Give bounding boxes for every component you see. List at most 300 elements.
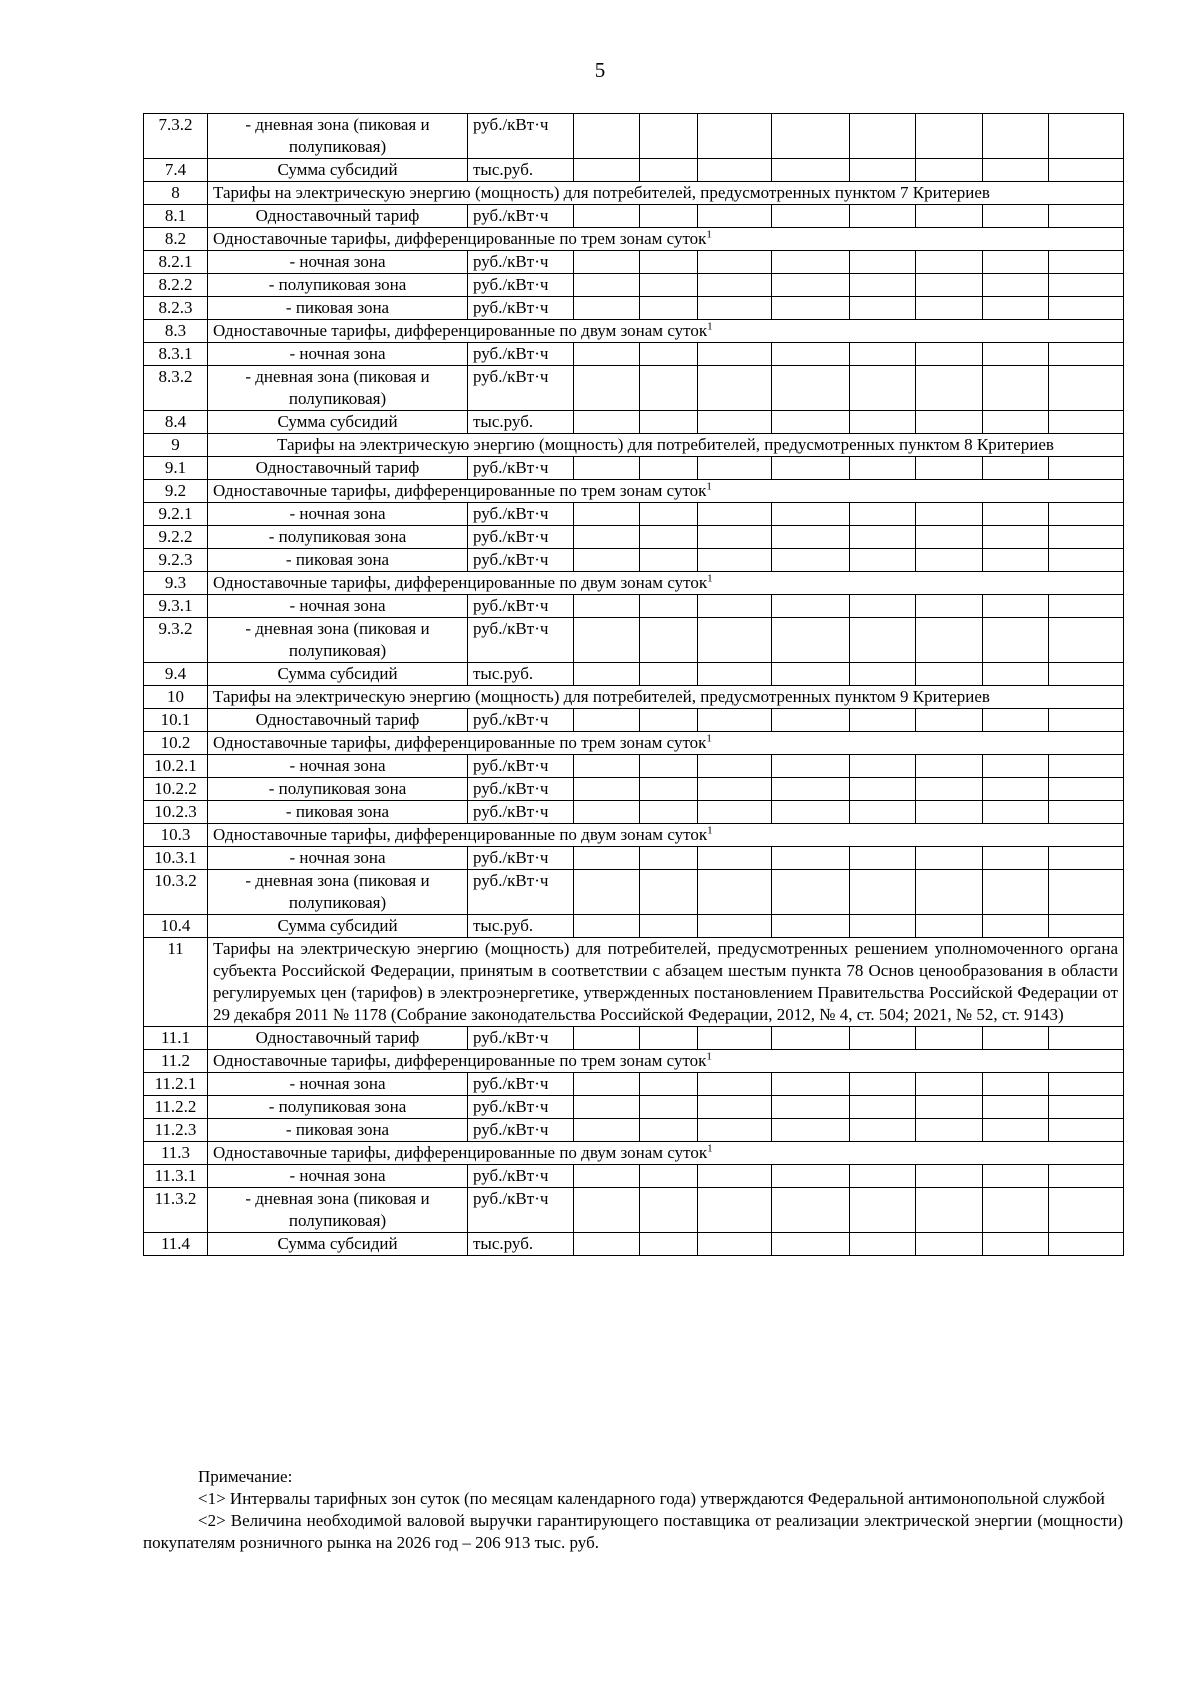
value-cell bbox=[916, 709, 983, 732]
value-cell bbox=[574, 1027, 640, 1050]
value-cell bbox=[983, 1119, 1049, 1142]
value-cell bbox=[983, 366, 1049, 411]
value-cell bbox=[574, 457, 640, 480]
footnote-marker: 1 bbox=[707, 572, 713, 585]
value-cell bbox=[916, 366, 983, 411]
value-cell bbox=[772, 549, 850, 572]
table-row bbox=[144, 1165, 1124, 1188]
row-number: 11.3.1 bbox=[144, 1165, 208, 1188]
value-cell bbox=[772, 343, 850, 366]
section-heading-text: Одноставочные тарифы, дифференцированные по двум зонам суток bbox=[213, 573, 708, 592]
value-cell bbox=[640, 251, 698, 274]
value-cell bbox=[1049, 457, 1124, 480]
row-name: Одноставочный тариф bbox=[208, 1027, 468, 1050]
value-cell bbox=[983, 1096, 1049, 1119]
value-cell bbox=[1049, 1073, 1124, 1096]
table-row bbox=[144, 457, 1124, 480]
row-unit: руб./кВт·ч bbox=[468, 343, 574, 366]
table-row bbox=[144, 618, 1124, 663]
value-cell bbox=[772, 205, 850, 228]
row-name: - пиковая зона bbox=[208, 801, 468, 824]
value-cell bbox=[850, 915, 916, 938]
note-2: <2> Величина необходимой валовой выручки гарантирующего поставщика от реализации электрической энергии (мощности) покупателям розничного рынка на 2026 год – 206 913 тыс. руб. bbox=[143, 1511, 1123, 1552]
row-unit: руб./кВт·ч bbox=[468, 366, 574, 411]
value-cell bbox=[983, 915, 1049, 938]
value-cell bbox=[640, 663, 698, 686]
row-number: 7.3.2 bbox=[144, 114, 208, 159]
value-cell bbox=[698, 801, 772, 824]
value-cell bbox=[850, 1188, 916, 1233]
row-number: 9.2.3 bbox=[144, 549, 208, 572]
value-cell bbox=[772, 618, 850, 663]
row-name: - ночная зона bbox=[208, 1073, 468, 1096]
value-cell bbox=[850, 411, 916, 434]
table-row bbox=[144, 572, 1124, 595]
value-cell bbox=[574, 663, 640, 686]
value-cell bbox=[698, 755, 772, 778]
row-unit: руб./кВт·ч bbox=[468, 526, 574, 549]
value-cell bbox=[1049, 366, 1124, 411]
value-cell bbox=[574, 755, 640, 778]
row-name: - пиковая зона bbox=[208, 549, 468, 572]
row-number: 7.4 bbox=[144, 159, 208, 182]
value-cell bbox=[640, 274, 698, 297]
section-heading-text: Одноставочные тарифы, дифференцированные по двум зонам суток bbox=[213, 825, 708, 844]
value-cell bbox=[850, 1027, 916, 1050]
value-cell bbox=[1049, 1188, 1124, 1233]
value-cell bbox=[850, 366, 916, 411]
value-cell bbox=[640, 915, 698, 938]
value-cell bbox=[850, 801, 916, 824]
section-heading-text: Тарифы на электрическую энергию (мощность) для потребителей, предусмотренных пунктом 7 Критериев bbox=[213, 183, 990, 202]
value-cell bbox=[640, 709, 698, 732]
table-row bbox=[144, 480, 1124, 503]
value-cell bbox=[1049, 778, 1124, 801]
row-unit: руб./кВт·ч bbox=[468, 778, 574, 801]
row-number: 8 bbox=[144, 182, 208, 205]
table-row bbox=[144, 686, 1124, 709]
value-cell bbox=[983, 411, 1049, 434]
value-cell bbox=[983, 1188, 1049, 1233]
value-cell bbox=[916, 915, 983, 938]
row-number: 8.3.2 bbox=[144, 366, 208, 411]
table-row bbox=[144, 274, 1124, 297]
row-name: Сумма субсидий bbox=[208, 663, 468, 686]
value-cell bbox=[983, 595, 1049, 618]
row-name: Сумма субсидий bbox=[208, 1233, 468, 1256]
value-cell bbox=[1049, 1233, 1124, 1256]
row-name: Одноставочный тариф bbox=[208, 205, 468, 228]
value-cell bbox=[574, 709, 640, 732]
value-cell bbox=[850, 526, 916, 549]
value-cell bbox=[983, 549, 1049, 572]
table-row bbox=[144, 778, 1124, 801]
value-cell bbox=[772, 1188, 850, 1233]
row-name: - ночная зона bbox=[208, 343, 468, 366]
value-cell bbox=[983, 114, 1049, 159]
value-cell bbox=[698, 297, 772, 320]
value-cell bbox=[772, 457, 850, 480]
value-cell bbox=[983, 778, 1049, 801]
row-unit: тыс.руб. bbox=[468, 915, 574, 938]
row-number: 9.2.2 bbox=[144, 526, 208, 549]
value-cell bbox=[698, 1165, 772, 1188]
value-cell bbox=[574, 549, 640, 572]
section-heading-text: Одноставочные тарифы, дифференцированные по трем зонам суток bbox=[213, 481, 707, 500]
value-cell bbox=[850, 297, 916, 320]
value-cell bbox=[850, 618, 916, 663]
row-name: - полупиковая зона bbox=[208, 778, 468, 801]
footnote-marker: 1 bbox=[706, 480, 712, 493]
section-heading bbox=[208, 938, 1124, 1027]
value-cell bbox=[850, 870, 916, 915]
value-cell bbox=[640, 457, 698, 480]
table-row bbox=[144, 526, 1124, 549]
row-unit: руб./кВт·ч bbox=[468, 114, 574, 159]
value-cell bbox=[772, 274, 850, 297]
value-cell bbox=[772, 801, 850, 824]
value-cell bbox=[640, 205, 698, 228]
value-cell bbox=[640, 595, 698, 618]
value-cell bbox=[574, 1165, 640, 1188]
row-unit: руб./кВт·ч bbox=[468, 1096, 574, 1119]
value-cell bbox=[983, 755, 1049, 778]
value-cell bbox=[1049, 1027, 1124, 1050]
value-cell bbox=[698, 778, 772, 801]
value-cell bbox=[916, 1165, 983, 1188]
row-unit: руб./кВт·ч bbox=[468, 549, 574, 572]
table-row bbox=[144, 709, 1124, 732]
row-name: - дневная зона (пиковая и полупиковая) bbox=[208, 114, 468, 159]
value-cell bbox=[850, 457, 916, 480]
value-cell bbox=[772, 159, 850, 182]
value-cell bbox=[772, 411, 850, 434]
row-unit: тыс.руб. bbox=[468, 159, 574, 182]
value-cell bbox=[1049, 1096, 1124, 1119]
value-cell bbox=[698, 457, 772, 480]
value-cell bbox=[640, 366, 698, 411]
table-row bbox=[144, 366, 1124, 411]
row-unit: руб./кВт·ч bbox=[468, 755, 574, 778]
value-cell bbox=[772, 663, 850, 686]
row-unit: тыс.руб. bbox=[468, 1233, 574, 1256]
row-name: - дневная зона (пиковая и полупиковая) bbox=[208, 366, 468, 411]
section-heading bbox=[208, 480, 1124, 503]
value-cell bbox=[916, 1073, 983, 1096]
value-cell bbox=[983, 159, 1049, 182]
section-heading-text: Одноставочные тарифы, дифференцированные по трем зонам суток bbox=[213, 733, 707, 752]
value-cell bbox=[1049, 755, 1124, 778]
row-number: 9.3.2 bbox=[144, 618, 208, 663]
row-name: - полупиковая зона bbox=[208, 1096, 468, 1119]
value-cell bbox=[983, 1073, 1049, 1096]
value-cell bbox=[983, 251, 1049, 274]
value-cell bbox=[850, 549, 916, 572]
value-cell bbox=[772, 870, 850, 915]
row-number: 10.1 bbox=[144, 709, 208, 732]
value-cell bbox=[916, 411, 983, 434]
value-cell bbox=[772, 709, 850, 732]
row-unit: руб./кВт·ч bbox=[468, 870, 574, 915]
value-cell bbox=[1049, 618, 1124, 663]
value-cell bbox=[916, 297, 983, 320]
value-cell bbox=[772, 366, 850, 411]
value-cell bbox=[574, 205, 640, 228]
row-name: - полупиковая зона bbox=[208, 274, 468, 297]
table-row bbox=[144, 732, 1124, 755]
value-cell bbox=[640, 1096, 698, 1119]
row-unit: руб./кВт·ч bbox=[468, 1027, 574, 1050]
row-unit: руб./кВт·ч bbox=[468, 297, 574, 320]
row-number: 8.2.3 bbox=[144, 297, 208, 320]
row-number: 9.2 bbox=[144, 480, 208, 503]
value-cell bbox=[698, 870, 772, 915]
value-cell bbox=[698, 1119, 772, 1142]
value-cell bbox=[983, 297, 1049, 320]
section-heading bbox=[208, 686, 1124, 709]
row-number: 8.3 bbox=[144, 320, 208, 343]
value-cell bbox=[916, 274, 983, 297]
value-cell bbox=[916, 503, 983, 526]
row-number: 9.3.1 bbox=[144, 595, 208, 618]
value-cell bbox=[574, 1073, 640, 1096]
value-cell bbox=[772, 1096, 850, 1119]
value-cell bbox=[983, 801, 1049, 824]
value-cell bbox=[1049, 847, 1124, 870]
section-heading bbox=[208, 1142, 1124, 1165]
value-cell bbox=[983, 205, 1049, 228]
table-row bbox=[144, 251, 1124, 274]
section-heading bbox=[208, 732, 1124, 755]
value-cell bbox=[574, 1096, 640, 1119]
table-row bbox=[144, 1027, 1124, 1050]
value-cell bbox=[698, 618, 772, 663]
row-number: 10.3.2 bbox=[144, 870, 208, 915]
row-number: 11.4 bbox=[144, 1233, 208, 1256]
section-heading-text: Одноставочные тарифы, дифференцированные по двум зонам суток bbox=[213, 1143, 708, 1162]
value-cell bbox=[574, 503, 640, 526]
tariff-table bbox=[143, 113, 1124, 1256]
value-cell bbox=[772, 595, 850, 618]
row-name: Одноставочный тариф bbox=[208, 709, 468, 732]
value-cell bbox=[850, 205, 916, 228]
row-name: Сумма субсидий bbox=[208, 411, 468, 434]
value-cell bbox=[640, 159, 698, 182]
value-cell bbox=[983, 870, 1049, 915]
value-cell bbox=[916, 1119, 983, 1142]
value-cell bbox=[850, 159, 916, 182]
table-row bbox=[144, 411, 1124, 434]
value-cell bbox=[850, 847, 916, 870]
section-heading bbox=[208, 572, 1124, 595]
value-cell bbox=[574, 411, 640, 434]
row-number: 11.2 bbox=[144, 1050, 208, 1073]
value-cell bbox=[983, 457, 1049, 480]
value-cell bbox=[698, 1233, 772, 1256]
section-heading bbox=[208, 824, 1124, 847]
row-unit: руб./кВт·ч bbox=[468, 801, 574, 824]
row-number: 8.2.1 bbox=[144, 251, 208, 274]
value-cell bbox=[698, 1027, 772, 1050]
value-cell bbox=[574, 801, 640, 824]
row-number: 9.1 bbox=[144, 457, 208, 480]
row-name: - ночная зона bbox=[208, 595, 468, 618]
section-heading bbox=[208, 1050, 1124, 1073]
value-cell bbox=[983, 709, 1049, 732]
value-cell bbox=[640, 343, 698, 366]
section-heading-text: Тарифы на электрическую энергию (мощность) для потребителей, предусмотренных пунктом 9 Критериев bbox=[213, 687, 990, 706]
row-name: Одноставочный тариф bbox=[208, 457, 468, 480]
value-cell bbox=[574, 1188, 640, 1233]
section-heading-text: Тарифы на электрическую энергию (мощность) для потребителей, предусмотренных решением уполномоченного органа субъекта Российской Федерации, принятым в соответствии с абзацем шестым пункта 78 Основ ценообразования в области регулируемых цен (тарифов) в электроэнергетике, утвержденных постановлением Правительства Российской Федерации от 29 декабря 2011 № 1178 (Собрание законодательства Российской Федерации, 2012, № 4, ст. 504; 2021, № 52, ст. 9143) bbox=[213, 939, 1118, 1024]
row-name: - пиковая зона bbox=[208, 297, 468, 320]
row-number: 8.4 bbox=[144, 411, 208, 434]
row-number: 10.2.3 bbox=[144, 801, 208, 824]
section-heading-text: Одноставочные тарифы, дифференцированные по двум зонам суток bbox=[213, 321, 708, 340]
value-cell bbox=[772, 778, 850, 801]
row-number: 11 bbox=[144, 938, 208, 1027]
value-cell bbox=[772, 1073, 850, 1096]
value-cell bbox=[983, 1027, 1049, 1050]
value-cell bbox=[850, 343, 916, 366]
table-row bbox=[144, 114, 1124, 159]
value-cell bbox=[850, 1096, 916, 1119]
value-cell bbox=[983, 1233, 1049, 1256]
footnote-marker: 1 bbox=[707, 320, 713, 333]
table-row bbox=[144, 595, 1124, 618]
value-cell bbox=[640, 114, 698, 159]
row-unit: руб./кВт·ч bbox=[468, 618, 574, 663]
value-cell bbox=[1049, 503, 1124, 526]
row-unit: руб./кВт·ч bbox=[468, 274, 574, 297]
row-number: 10.3 bbox=[144, 824, 208, 847]
table-row bbox=[144, 228, 1124, 251]
value-cell bbox=[916, 778, 983, 801]
value-cell bbox=[772, 526, 850, 549]
value-cell bbox=[698, 709, 772, 732]
value-cell bbox=[850, 755, 916, 778]
table-row bbox=[144, 343, 1124, 366]
value-cell bbox=[983, 274, 1049, 297]
row-number: 11.3.2 bbox=[144, 1188, 208, 1233]
row-number: 11.1 bbox=[144, 1027, 208, 1050]
value-cell bbox=[1049, 1165, 1124, 1188]
value-cell bbox=[1049, 663, 1124, 686]
row-name: - полупиковая зона bbox=[208, 526, 468, 549]
row-unit: руб./кВт·ч bbox=[468, 457, 574, 480]
value-cell bbox=[916, 847, 983, 870]
value-cell bbox=[574, 343, 640, 366]
value-cell bbox=[640, 618, 698, 663]
value-cell bbox=[850, 251, 916, 274]
value-cell bbox=[574, 618, 640, 663]
section-heading bbox=[208, 228, 1124, 251]
value-cell bbox=[916, 457, 983, 480]
value-cell bbox=[640, 847, 698, 870]
value-cell bbox=[698, 159, 772, 182]
value-cell bbox=[772, 503, 850, 526]
row-number: 9.2.1 bbox=[144, 503, 208, 526]
row-name: Сумма субсидий bbox=[208, 159, 468, 182]
value-cell bbox=[698, 847, 772, 870]
table-row bbox=[144, 205, 1124, 228]
row-unit: тыс.руб. bbox=[468, 411, 574, 434]
value-cell bbox=[640, 1119, 698, 1142]
value-cell bbox=[698, 549, 772, 572]
row-unit: руб./кВт·ч bbox=[468, 1073, 574, 1096]
value-cell bbox=[772, 847, 850, 870]
value-cell bbox=[850, 595, 916, 618]
value-cell bbox=[640, 1233, 698, 1256]
table-row bbox=[144, 159, 1124, 182]
value-cell bbox=[1049, 801, 1124, 824]
value-cell bbox=[574, 1233, 640, 1256]
value-cell bbox=[640, 801, 698, 824]
row-unit: руб./кВт·ч bbox=[468, 847, 574, 870]
footnote-marker: 1 bbox=[706, 1050, 712, 1063]
table-row bbox=[144, 755, 1124, 778]
row-name: - ночная зона bbox=[208, 503, 468, 526]
value-cell bbox=[1049, 526, 1124, 549]
table-row bbox=[144, 847, 1124, 870]
value-cell bbox=[574, 915, 640, 938]
row-unit: руб./кВт·ч bbox=[468, 1119, 574, 1142]
table-row bbox=[144, 870, 1124, 915]
value-cell bbox=[640, 755, 698, 778]
value-cell bbox=[772, 297, 850, 320]
value-cell bbox=[698, 915, 772, 938]
value-cell bbox=[916, 595, 983, 618]
value-cell bbox=[574, 159, 640, 182]
value-cell bbox=[916, 114, 983, 159]
value-cell bbox=[850, 114, 916, 159]
table-row bbox=[144, 503, 1124, 526]
value-cell bbox=[983, 847, 1049, 870]
value-cell bbox=[850, 778, 916, 801]
value-cell bbox=[698, 595, 772, 618]
value-cell bbox=[983, 343, 1049, 366]
row-number: 11.2.2 bbox=[144, 1096, 208, 1119]
row-number: 10.2.1 bbox=[144, 755, 208, 778]
value-cell bbox=[916, 343, 983, 366]
value-cell bbox=[698, 114, 772, 159]
value-cell bbox=[698, 1188, 772, 1233]
value-cell bbox=[772, 114, 850, 159]
section-heading-text: Одноставочные тарифы, дифференцированные по трем зонам суток bbox=[213, 1051, 707, 1070]
value-cell bbox=[916, 755, 983, 778]
value-cell bbox=[574, 847, 640, 870]
section-heading-text: Тарифы на электрическую энергию (мощность) для потребителей, предусмотренных пунктом 8 Критериев bbox=[277, 435, 1054, 454]
value-cell bbox=[850, 1073, 916, 1096]
row-number: 9.4 bbox=[144, 663, 208, 686]
section-heading-text: Одноставочные тарифы, дифференцированные по трем зонам суток bbox=[213, 229, 707, 248]
row-number: 10.2 bbox=[144, 732, 208, 755]
table-row bbox=[144, 663, 1124, 686]
table-row bbox=[144, 938, 1124, 1027]
row-unit: руб./кВт·ч bbox=[468, 205, 574, 228]
value-cell bbox=[1049, 274, 1124, 297]
value-cell bbox=[574, 114, 640, 159]
table-row bbox=[144, 1188, 1124, 1233]
page-number: 5 bbox=[594, 58, 606, 82]
notes-heading: Примечание: bbox=[198, 1467, 293, 1486]
value-cell bbox=[916, 1188, 983, 1233]
value-cell bbox=[916, 205, 983, 228]
value-cell bbox=[698, 251, 772, 274]
value-cell bbox=[772, 1119, 850, 1142]
row-number: 11.2.3 bbox=[144, 1119, 208, 1142]
value-cell bbox=[1049, 870, 1124, 915]
